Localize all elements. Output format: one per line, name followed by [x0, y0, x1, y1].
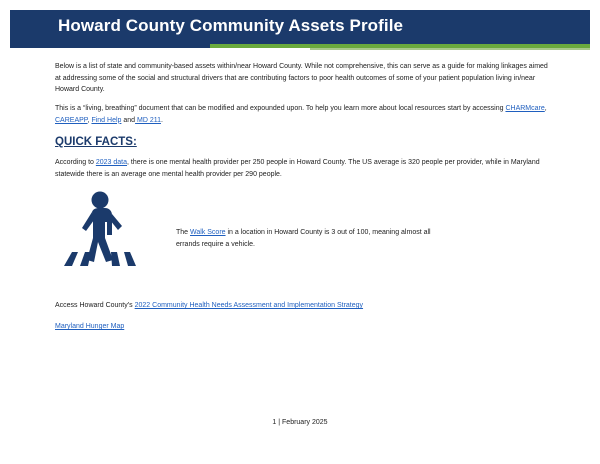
- find-help-link[interactable]: Find Help: [91, 116, 122, 124]
- walk-score-fact: [176, 227, 436, 250]
- resources-sep: and: [121, 116, 136, 124]
- header-stripe-green: [210, 44, 310, 48]
- header-stripe-light: [310, 48, 590, 50]
- page-title: Howard County Community Assets Profile: [58, 16, 404, 35]
- charmcare-link[interactable]: CHARMcare: [505, 105, 545, 112]
- hunger-map-line: [55, 321, 555, 333]
- fact-suffix: , there is one mental health provider per 250 people in Howard County. The US average is 320 people per provider, while in Maryland statewide there is an average one mental health provider per 290 people.: [55, 159, 540, 178]
- resources-paragraph: [55, 103, 555, 126]
- walk-prefix: The: [176, 229, 191, 236]
- header-stripe-blue: [10, 44, 210, 48]
- careapp-link[interactable]: CAREAPP: [55, 116, 88, 124]
- resources-text: This is a “living, breathing” document that can be modified and expounded upon. To help you learn more about local resources start by accessing: [55, 105, 506, 112]
- fact-prefix: According to: [55, 159, 96, 166]
- maryland-hunger-map-link[interactable]: Maryland Hunger Map: [55, 323, 125, 330]
- header-banner: [10, 10, 590, 44]
- walk-suffix: in a location in Howard County is 3 out of 100, meaning almost all errands require a vehicle.: [176, 229, 431, 248]
- 2023-data-link[interactable]: 2023 data: [95, 159, 128, 166]
- access-prefix: Access Howard County’s: [55, 302, 135, 309]
- resources-end: .: [160, 116, 163, 124]
- chna-link[interactable]: 2022 Community Health Needs Assessment and Implementation Strategy: [134, 302, 364, 309]
- access-line: [55, 300, 555, 312]
- intro-paragraph: Below is a list of state and community-based assets within/near Howard County. While not comprehensive, this can serve as a guide for making linkages aimed at addressing some of the social and structural drivers that are contributing factors to poor health outcomes of some of your patient population living in/near Howard County.: [55, 63, 548, 93]
- pedestrian-crossing-icon: [60, 190, 142, 270]
- page-footer: 1 | February 2025: [272, 419, 328, 426]
- walk-score-link[interactable]: Walk Score: [190, 229, 226, 236]
- quick-facts-heading: QUICK FACTS:: [55, 136, 137, 148]
- md-211-link[interactable]: MD 211: [135, 116, 161, 124]
- resources-sep: ,: [544, 105, 547, 112]
- resources-sep: ,: [87, 116, 92, 124]
- mental-health-fact: [55, 157, 555, 180]
